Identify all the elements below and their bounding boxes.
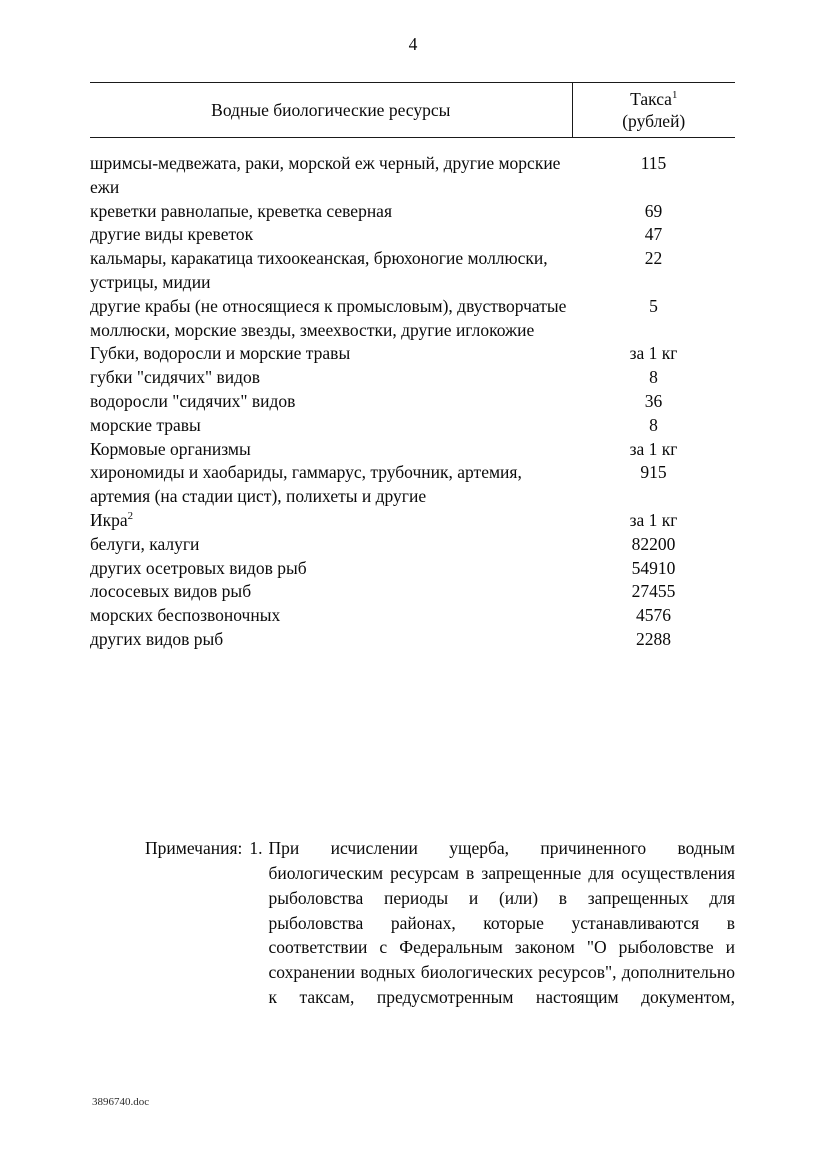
notes-label: Примечания: (145, 838, 243, 858)
tax-value-cell: 8 (649, 367, 658, 388)
column-header-tax (572, 83, 735, 138)
note-number: 1. (249, 838, 263, 858)
resource-name-cell: других видов рыб (90, 628, 224, 649)
table-row (90, 580, 735, 604)
tax-value-cell: 27455 (631, 581, 676, 602)
resource-name-cell: морские травы (90, 414, 201, 435)
resource-name-cell: морских беспозвоночных (90, 605, 281, 626)
resource-name-footnote-marker: 2 (127, 510, 134, 523)
resource-name-cell: губки "сидячих" видов (90, 367, 261, 388)
note-text: При исчислении ущерба, причиненного водным биологическим ресурсам в запрещенные для осуществления рыболовства периоды и (или) в запрещенных для рыболовства районах, которые устанавливаются в соответствии с Федеральным законом "О рыболовстве и сохранении водных биологических ресурсов", дополнительно к таксам, предусмотренным настоящим документом, (268, 838, 735, 1008)
tax-value-cell: 915 (640, 462, 667, 483)
column-header-tax-units: (рублей) (622, 111, 686, 131)
table-row (90, 295, 735, 343)
resource-name-cell: белуги, калуги (90, 533, 200, 554)
table-body (90, 138, 735, 652)
resource-name-cell: Губки, водоросли и морские травы (90, 343, 351, 364)
table-row (90, 557, 735, 581)
column-header-tax-footnote-marker: 1 (671, 88, 678, 101)
table-row (90, 414, 735, 438)
table-row (90, 604, 735, 628)
table-row (90, 461, 735, 509)
tax-value-cell: 54910 (631, 557, 676, 578)
tax-value-cell: 47 (644, 224, 663, 245)
table-row (90, 628, 735, 652)
tax-value-cell: 36 (644, 390, 663, 411)
tax-value-cell: 8 (649, 414, 658, 435)
tax-value-cell: 22 (644, 248, 663, 269)
resource-name-cell: кальмары, каракатица тихоокеанская, брюхоногие моллюски, устрицы, мидии (90, 248, 548, 292)
column-header-tax-text: Такса (630, 88, 672, 109)
tax-value-cell: 2288 (636, 628, 671, 649)
tax-value-cell: 82200 (631, 533, 676, 554)
resource-name-cell: другие крабы (не относящиеся к промысловым), двустворчатые моллюски, морские звезды, змеехвостки, другие иглокожие (90, 295, 567, 340)
footer-filename: 3896740.doc (92, 1096, 150, 1108)
tax-value-cell: 69 (644, 200, 663, 221)
column-header-resource: Водные биологические ресурсы (90, 83, 572, 138)
table-header-row (90, 83, 735, 138)
tax-value-cell: 115 (640, 153, 667, 173)
tax-value-cell: за 1 кг (629, 438, 678, 459)
taxa-table (90, 82, 735, 652)
resource-name-cell: Икра$^2$ (90, 509, 134, 530)
tax-value-cell: за 1 кг (629, 343, 678, 364)
table-row (90, 509, 735, 533)
page-number: 4 (408, 34, 418, 54)
resource-name-cell: водоросли "сидячих" видов (90, 390, 296, 411)
resource-name-cell: других осетровых видов рыб (90, 557, 307, 578)
table-top-spacer (90, 138, 735, 153)
table-row (90, 390, 735, 414)
tax-value-cell: 4576 (636, 605, 671, 626)
column-header-tax-line1 (573, 88, 736, 110)
taxa-table-wrapper (90, 82, 735, 652)
tax-value-cell: за 1 кг (629, 509, 678, 530)
resource-name-cell: лососевых видов рыб (90, 581, 252, 602)
resource-name-cell: хирономиды и хаобариды, гаммарус, трубочник, артемия, артемия (на стадии цист), полихеты и другие (90, 462, 522, 507)
resource-name-cell: Кормовые организмы (90, 438, 251, 459)
notes-row (145, 836, 735, 1010)
table-row (90, 200, 735, 224)
table-row (90, 438, 735, 462)
table-row (90, 533, 735, 557)
note-item (249, 836, 735, 1010)
tax-value-cell: 5 (649, 295, 658, 316)
notes-section (145, 836, 735, 1010)
resource-name-cell: другие виды креветок (90, 224, 254, 245)
table-row (90, 342, 735, 366)
table-row (90, 223, 735, 247)
resource-name-cell: шримсы-медвежата, раки, морской еж черный, другие морские ежи (90, 153, 561, 197)
table-row (90, 247, 735, 295)
notes-body (242, 836, 735, 1010)
table-row (90, 152, 735, 200)
table-row (90, 366, 735, 390)
resource-name-cell: креветки равнолапые, креветка северная (90, 200, 392, 221)
table-header (90, 83, 735, 138)
